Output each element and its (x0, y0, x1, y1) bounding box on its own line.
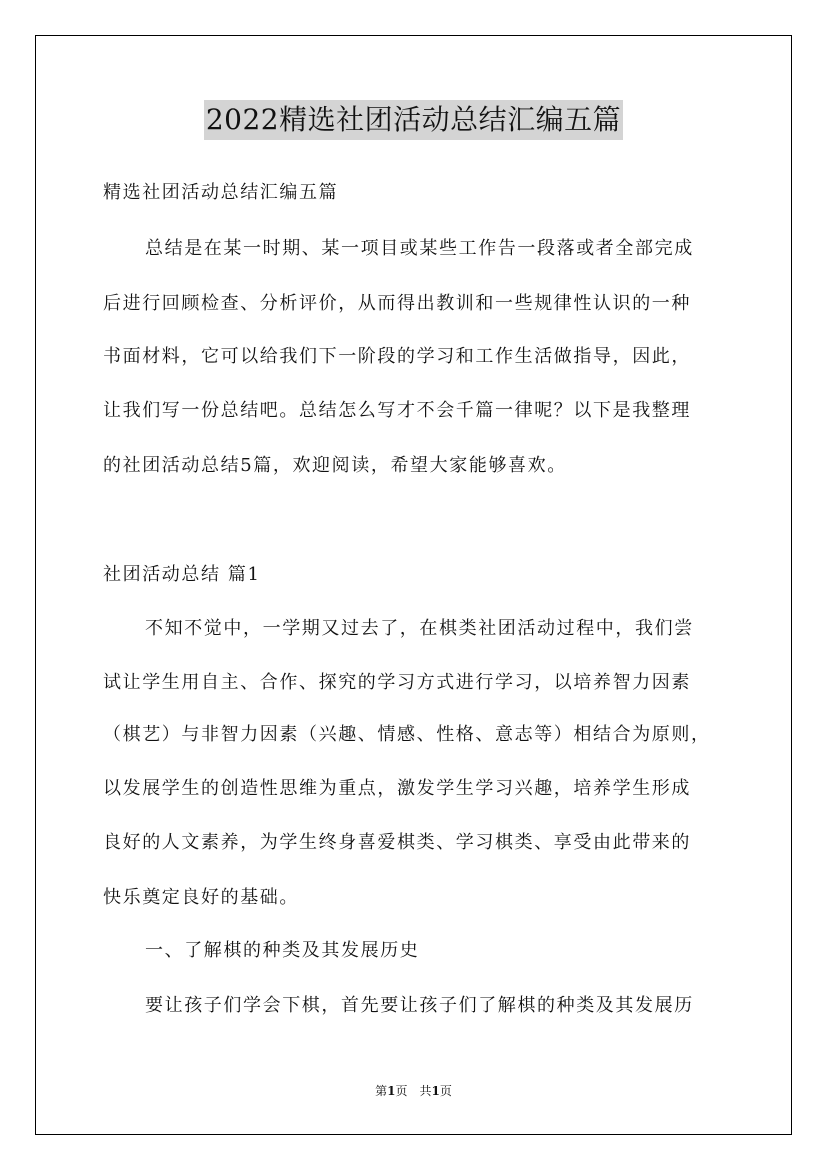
footer-page-prefix: 第 (375, 1084, 388, 1098)
document-title: 2022精选社团活动总结汇编五篇 (204, 100, 623, 140)
section-line-6: 快乐奠定良好的基础。 (103, 887, 299, 908)
title-container (0, 100, 827, 140)
point-line-1: 要让孩子们学会下棋，首先要让孩子们了解棋的种类及其发展历 (145, 995, 694, 1016)
intro-line-5: 的社团活动总结5篇，欢迎阅读，希望大家能够喜欢。 (103, 455, 567, 476)
section-line-4: 以发展学生的创造性思维为重点，激发学生学习兴趣，培养学生形成 (103, 778, 691, 799)
footer-page-suffix: 页 (439, 1084, 452, 1098)
section-line-3: （棋艺）与非智力因素（兴趣、情感、性格、意志等）相结合为原则， (103, 724, 711, 745)
point-heading: 一、了解棋的种类及其发展历史 (145, 940, 420, 961)
footer-page-mid: 页 共 (395, 1084, 432, 1098)
section-line-2: 试让学生用自主、合作、探究的学习方式进行学习，以培养智力因素 (103, 672, 691, 693)
intro-line-1: 总结是在某一时期、某一项目或某些工作告一段落或者全部完成 (145, 238, 694, 259)
page-footer (0, 1083, 827, 1099)
footer-page-current: 1 (387, 1084, 396, 1098)
section-line-5: 良好的人文素养，为学生终身喜爱棋类、学习棋类、享受由此带来的 (103, 832, 691, 853)
footer-page-total: 1 (431, 1084, 440, 1098)
document-subtitle: 精选社团活动总结汇编五篇 (103, 182, 339, 203)
intro-line-2: 后进行回顾检查、分析评价，从而得出教训和一些规律性认识的一种 (103, 293, 691, 314)
intro-line-3: 书面材料，它可以给我们下一阶段的学习和工作生活做指导，因此， (103, 346, 691, 367)
section-line-1: 不知不觉中，一学期又过去了，在棋类社团活动过程中，我们尝 (145, 618, 694, 639)
section-heading: 社团活动总结 篇1 (103, 564, 261, 585)
intro-line-4: 让我们写一份总结吧。总结怎么写才不会千篇一律呢？以下是我整理 (103, 400, 691, 421)
